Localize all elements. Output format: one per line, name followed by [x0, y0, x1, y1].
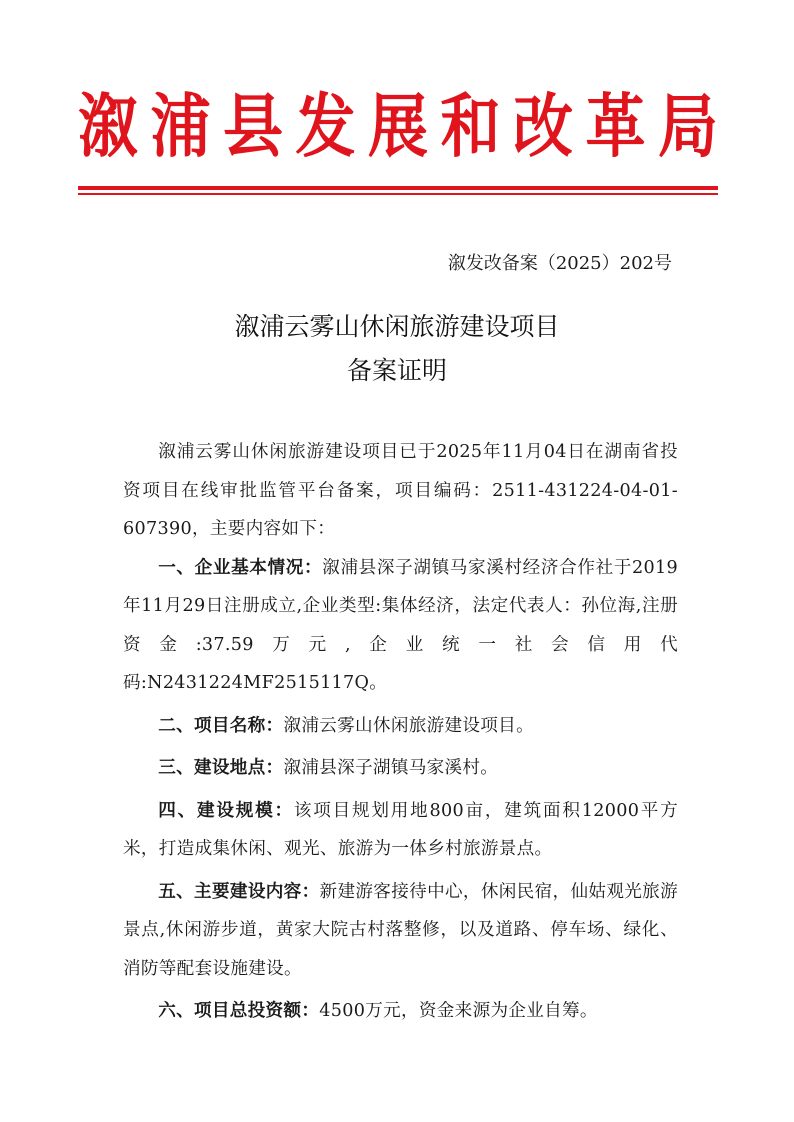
header-char: 革	[585, 86, 646, 168]
header-char: 县	[223, 86, 283, 168]
section-text: 该项目规划用地800亩，建筑面积12000平方米，打造成集休闲、观光、旅游为一体乡村旅游景点。	[123, 800, 678, 859]
header-divider-thin	[78, 193, 718, 195]
section-company-info	[123, 549, 678, 703]
section-total-investment	[123, 992, 678, 1031]
section-label: 一、企业基本情况：	[158, 557, 323, 578]
section-main-content	[123, 873, 678, 989]
section-text: 4500万元，资金来源为企业自筹。	[319, 1001, 598, 1021]
document-title-line-2: 备案证明	[346, 356, 447, 385]
section-scale	[123, 792, 678, 869]
header-char: 和	[440, 86, 501, 168]
section-location	[123, 749, 678, 788]
section-label: 五、主要建设内容：	[158, 881, 320, 902]
section-text: 溆浦云雾山休闲旅游建设项目。	[283, 715, 534, 736]
section-text: 新建游客接待中心，休闲民宿，仙姑观光旅游景点,休闲游步道，黄家大院古村落整修，以及道路、停车场、绿化、消防等配套设施建设。	[123, 881, 678, 979]
header-char: 发	[295, 86, 356, 168]
header-char: 浦	[150, 86, 211, 168]
document-title-line-1: 溆浦云雾山休闲旅游建设项目	[234, 312, 560, 341]
section-label: 六、项目总投资额：	[158, 1001, 320, 1021]
section-project-name	[123, 707, 678, 746]
document-body	[123, 433, 678, 1031]
section-text: 溆浦县深子湖镇马家溪村。	[283, 758, 499, 778]
issuing-authority-header	[78, 82, 718, 172]
header-char: 局	[658, 86, 718, 168]
header-char: 改	[513, 86, 573, 168]
header-divider-thick	[78, 186, 718, 190]
section-text: 溆浦县深子湖镇马家溪村经济合作社于2019年11月29日注册成立,企业类型:集体经济，法定代表人：孙位海,注册资金:37.59万元,企业统一社会信用代码:N2431224MF2515117Q。	[123, 557, 679, 693]
section-label: 四、建设规模：	[158, 800, 294, 821]
section-label: 三、建设地点：	[158, 758, 284, 778]
intro-paragraph: 溆浦云雾山休闲旅游建设项目已于2025年11月04日在湖南省投资项目在线审批监管平台备案，项目编码：2511-431224-04-01-607390，主要内容如下：	[123, 442, 678, 539]
header-char: 展	[368, 86, 428, 168]
section-label: 二、项目名称：	[158, 715, 284, 736]
document-number: 溆发改备案（2025）202号	[447, 253, 672, 274]
header-char: 溆	[78, 86, 138, 168]
